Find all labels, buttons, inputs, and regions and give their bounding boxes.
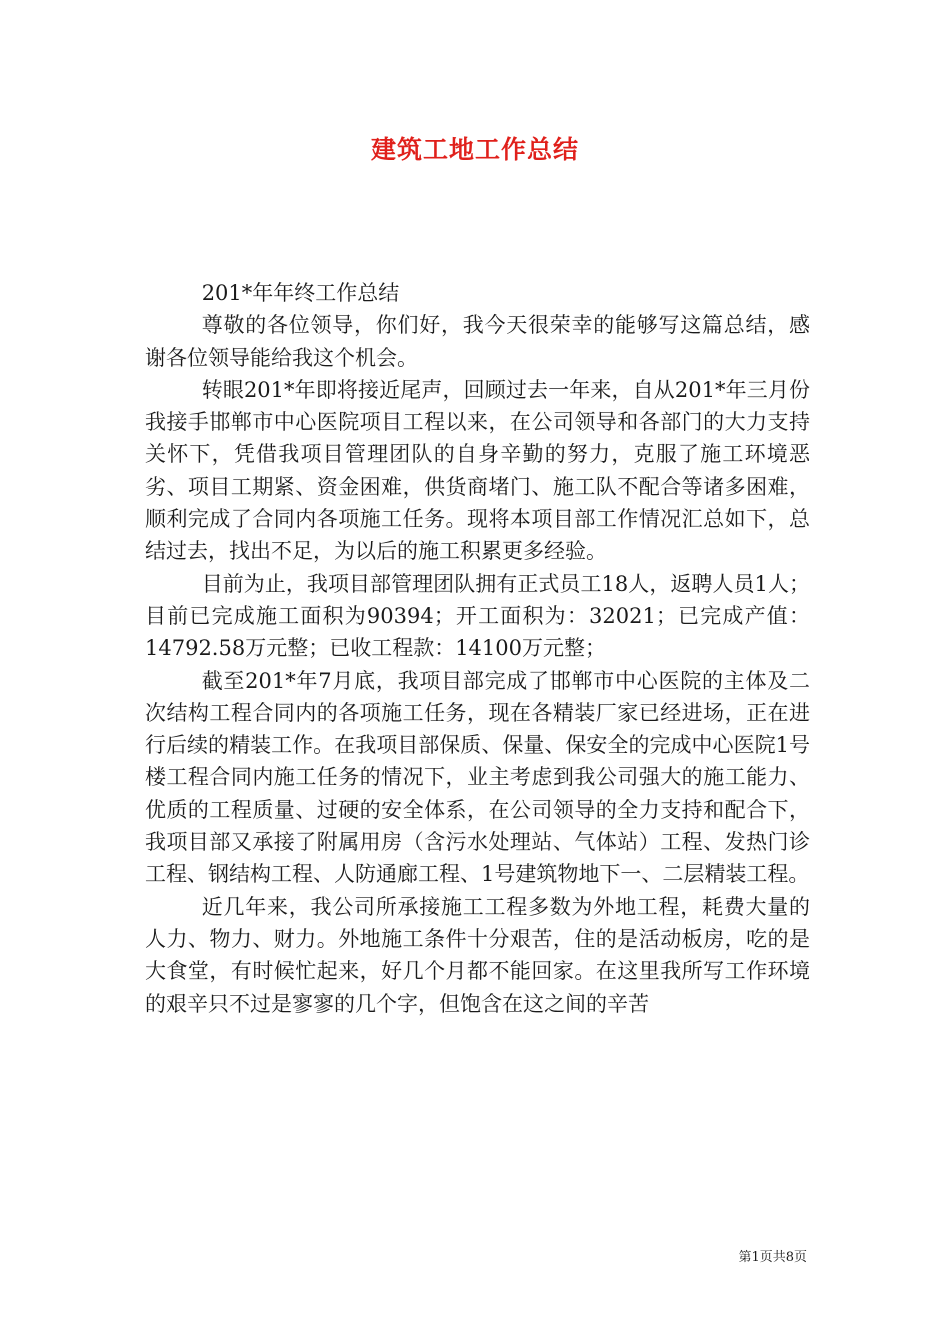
section-heading: 201*年年终工作总结 [201, 281, 400, 305]
document-title: 建筑工地工作总结 [370, 135, 579, 164]
paragraph-statistics: 目前为止，我项目部管理团队拥有正式员工18人，返聘人员1人；目前已完成施工面积为90394；开工面积为：32021；已完成产值：14792.58万元整；已收工程款：14100万元整； [145, 571, 810, 661]
page-number: 第1页共8页 [738, 1250, 807, 1265]
paragraph-conditions: 近几年来，我公司所承接施工工程多数为外地工程，耗费大量的人力、物力、财力。外地施工条件十分艰苦，住的是活动板房，吃的是大食堂，有时候忙起来，好几个月都不能回家。在这里我所写工作环境的艰辛只不过是寥寥的几个字，但饱含在这之间的辛苦 [145, 894, 810, 1016]
paragraph-review: 转眼201*年即将接近尾声，回顾过去一年来，自从201*年三月份我接手邯郸市中心医院项目工程以来，在公司领导和各部门的大力支持关怀下，凭借我项目管理团队的自身辛勤的努力，克服了施工环境恶劣、项目工期紧、资金困难，供货商堵门、施工队不配合等诸多困难，顺利完成了合同内各项施工任务。现将本项目部工作情况汇总如下，总结过去，找出不足，为以后的施工积累更多经验。 [145, 377, 810, 564]
paragraph-greeting: 尊敬的各位领导，你们好，我今天很荣幸的能够写这篇总结，感谢各位领导能给我这个机会。 [145, 313, 810, 370]
paragraph-progress: 截至201*年7月底，我项目部完成了邯郸市中心医院的主体及二次结构工程合同内的各项施工任务，现在各精装厂家已经进场，正在进行后续的精装工作。在我项目部保质、保量、保安全的完成中心医院1号楼工程合同内施工任务的情况下，业主考虑到我公司强大的施工能力、优质的工程质量、过硬的安全体系，在公司领导的全力支持和配合下，我项目部又承接了附属用房（含污水处理站、气体站）工程、发热门诊工程、钢结构工程、人防通廊工程、1号建筑物地下一、二层精装工程。 [145, 668, 810, 887]
document-body [145, 277, 810, 1020]
